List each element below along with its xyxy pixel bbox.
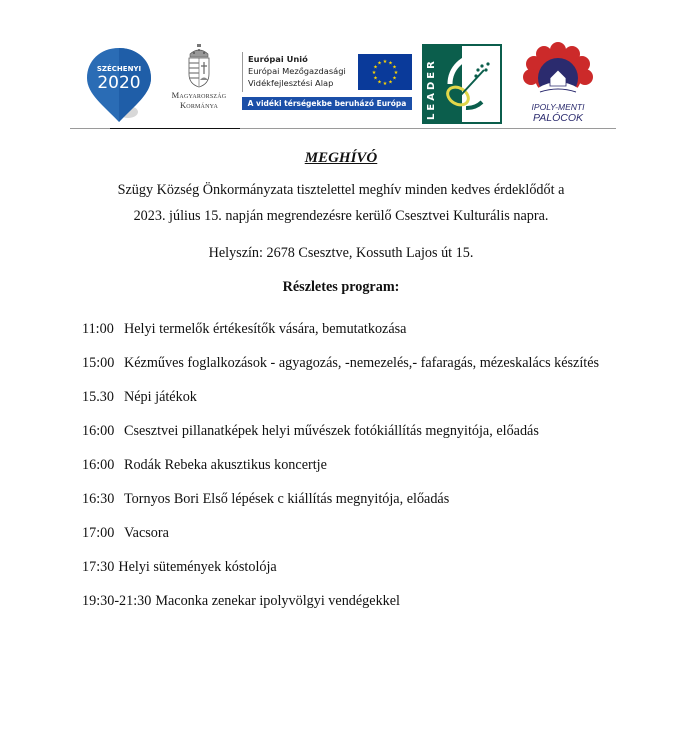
program-item bbox=[82, 320, 642, 354]
program-item bbox=[82, 592, 642, 626]
program-text: Csesztvei pillanatképek helyi művészek fotókiállítás megnyitója, előadás bbox=[124, 423, 539, 439]
program-text: Maconka zenekar ipolyvölgyi vendégekkel bbox=[155, 593, 401, 609]
hungarian-government-logo bbox=[164, 44, 234, 116]
program-text: Vacsora bbox=[124, 525, 169, 541]
program-time: 15:00 bbox=[82, 355, 115, 371]
program-text: Népi játékok bbox=[124, 389, 197, 405]
venue-line: Helyszín: 2678 Csesztve, Kossuth Lajos út 15. bbox=[208, 245, 474, 261]
program-time: 17:30 bbox=[82, 559, 115, 575]
eu-line2: Európai Mezőgazdasági bbox=[248, 66, 346, 76]
szechenyi-top-text: SZÉCHENYI bbox=[96, 65, 142, 73]
program-text: Tornyos Bori Első lépések c kiállítás megnyitója, előadás bbox=[124, 491, 450, 507]
program-item bbox=[82, 388, 642, 422]
palocok-emblem-icon bbox=[522, 42, 594, 102]
program-text: Helyi termelők értékesítők vására, bemutatkozása bbox=[124, 321, 407, 337]
eu-flag-icon bbox=[358, 54, 412, 90]
eu-star-icon: ★ bbox=[371, 71, 377, 76]
program-heading: Részletes program: bbox=[282, 279, 400, 295]
program-item bbox=[82, 558, 642, 592]
location-pin-icon bbox=[84, 46, 154, 124]
eu-line1: Európai Unió bbox=[248, 54, 308, 64]
program-item bbox=[82, 456, 642, 490]
intro-line-1: Szügy Község Önkormányzata tisztelettel meghív minden kedves érdeklődőt a bbox=[117, 182, 565, 198]
program-list bbox=[82, 320, 642, 626]
program-time: 16:00 bbox=[82, 423, 115, 439]
program-text: Helyi sütemények kóstolója bbox=[118, 559, 277, 575]
eu-star-icon: ★ bbox=[382, 82, 388, 87]
program-time: 17:00 bbox=[82, 525, 115, 541]
government-line1: Magyarország bbox=[171, 90, 227, 100]
government-line2: Kormánya bbox=[179, 100, 219, 110]
palocok-line1: IPOLY-MENTI bbox=[531, 102, 585, 112]
eu-banner: A vidéki térségekbe beruházó Európa bbox=[242, 97, 412, 110]
eu-star-icon: ★ bbox=[373, 65, 378, 71]
sponsor-logo-header bbox=[0, 0, 682, 140]
program-time: 15.30 bbox=[82, 389, 114, 405]
leader-logo bbox=[422, 44, 502, 124]
eu-star-icon: ★ bbox=[382, 60, 388, 65]
leader-emblem-icon bbox=[422, 44, 502, 124]
invitation-title: MEGHÍVÓ bbox=[304, 150, 378, 166]
program-time: 16:30 bbox=[82, 491, 115, 507]
eu-star-icon: ★ bbox=[388, 80, 393, 86]
eu-star-icon: ★ bbox=[373, 76, 378, 82]
eu-star-icon: ★ bbox=[392, 65, 397, 71]
eu-star-icon: ★ bbox=[388, 61, 393, 67]
eu-eafrd-logo bbox=[242, 52, 414, 112]
program-item bbox=[82, 422, 642, 456]
eu-star-icon: ★ bbox=[393, 71, 399, 76]
ipoly-menti-palocok-logo bbox=[522, 42, 594, 126]
szechenyi-year-text: 2020 bbox=[97, 73, 141, 93]
szechenyi-2020-logo bbox=[84, 46, 154, 124]
program-item bbox=[82, 354, 642, 388]
eu-line3: Vidékfejlesztési Alap bbox=[248, 78, 334, 88]
eu-star-icon: ★ bbox=[377, 61, 382, 67]
program-text: Rodák Rebeka akusztikus koncertje bbox=[124, 457, 327, 473]
program-time: 19:30-21:30 bbox=[82, 593, 152, 609]
program-item bbox=[82, 524, 642, 558]
leader-label: LEADER bbox=[426, 58, 437, 120]
eu-vertical-rule bbox=[242, 52, 243, 92]
program-text: Kézműves foglalkozások - agyagozás, -nemezelés,- fafaragás, mézeskalács készítés bbox=[124, 355, 600, 371]
intro-line-2: 2023. július 15. napján megrendezésre kerülő Csesztvei Kulturális napra. bbox=[133, 208, 549, 224]
eu-star-icon: ★ bbox=[377, 80, 382, 86]
coat-of-arms-icon bbox=[186, 44, 212, 88]
program-item bbox=[82, 490, 642, 524]
program-time: 11:00 bbox=[82, 321, 114, 337]
invitation-intro bbox=[0, 177, 682, 229]
program-time: 16:00 bbox=[82, 457, 115, 473]
header-divider bbox=[70, 128, 616, 129]
eu-star-icon: ★ bbox=[392, 76, 397, 82]
palocok-line2: PALÓCOK bbox=[533, 112, 583, 124]
